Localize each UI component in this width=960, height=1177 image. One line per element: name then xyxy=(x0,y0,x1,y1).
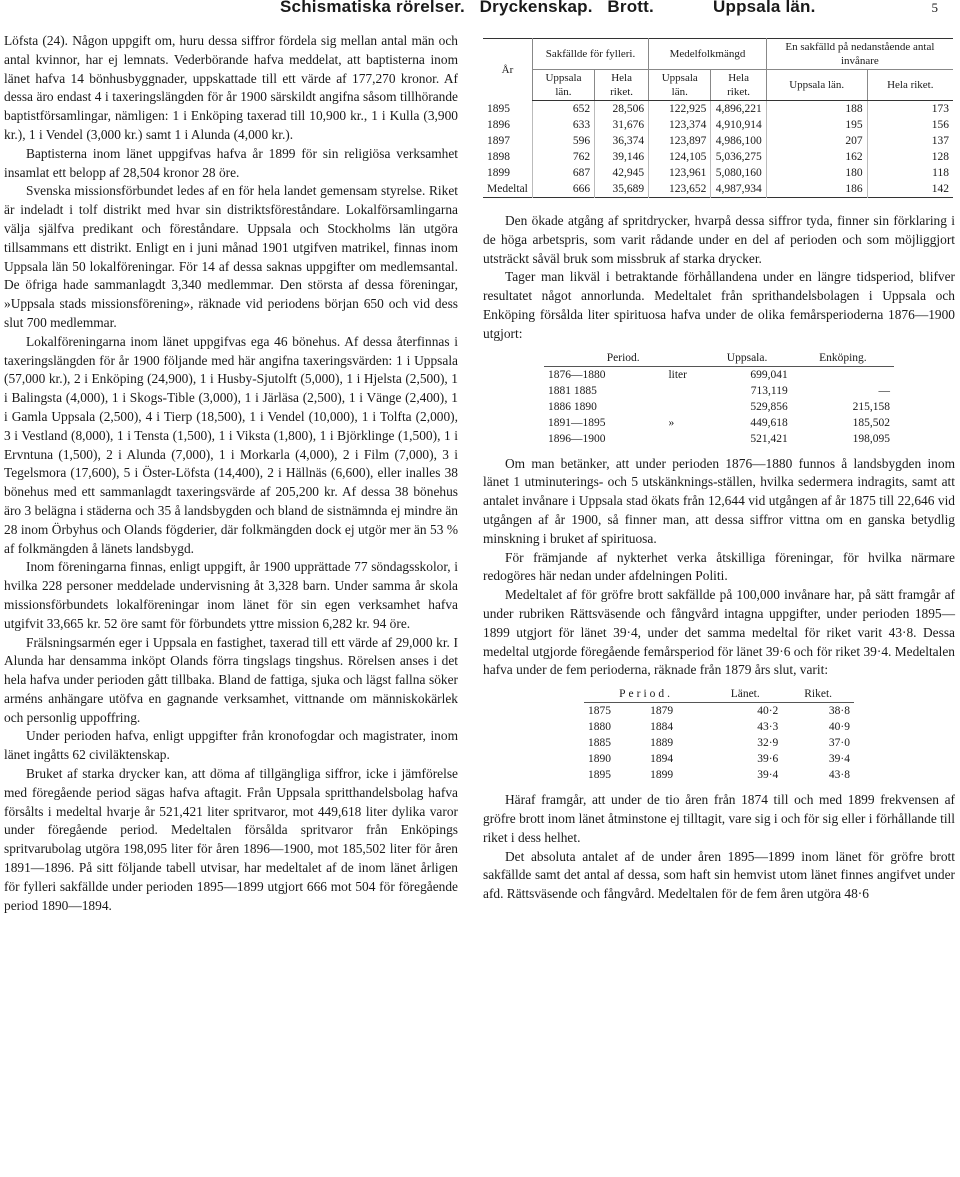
left-column xyxy=(4,32,458,915)
table-cell: 123,652 xyxy=(649,181,711,198)
paragraph: Det absoluta antalet af de under åren 1895—1899 inom länet för gröfre brott sakfällde samt det antal af dessa, som haft sin hemvist utom länet finnes angifvet under afd. Rättsväsende och fångvård. Medeltalen för de fem åren utgöra 48·6 xyxy=(483,848,955,902)
table-cell: 162 xyxy=(766,149,867,165)
table-row xyxy=(544,399,894,415)
table-cell: 36,374 xyxy=(595,133,649,149)
table-cell: 124,105 xyxy=(649,149,711,165)
table-cell: 123,374 xyxy=(649,117,711,133)
table-cell: 687 xyxy=(532,165,594,181)
table-cell: 180 xyxy=(766,165,867,181)
col-header-enkoping: Enköping. xyxy=(792,350,894,367)
table-cell: 195 xyxy=(766,117,867,133)
table-cell: 188 xyxy=(766,101,867,118)
table-cell: 156 xyxy=(867,117,953,133)
table-row xyxy=(584,751,854,767)
sub-header: Hela riket. xyxy=(867,70,953,101)
table-cell: 40·9 xyxy=(828,721,850,734)
paragraph: Om man betänker, att under perioden 1876—1880 funnos å landsbygden inom länet 1 utminuterings- och 5 utskänknings-ställen, hvilka sedermera indragits, samt att antalet invånare i Uppsala stad ökats från 12,644 vid utgången af år 1875 till 22,646 vid utgången af år 1900, så finner man, att dessa siffror vittna om en ganska betydlig minskning i bruket af spirituosa. xyxy=(483,455,955,546)
row-unit: liter xyxy=(668,368,687,381)
table-cell: 43·3 xyxy=(757,721,779,734)
table-cell: 207 xyxy=(766,133,867,149)
table-row xyxy=(584,735,854,751)
table-cell: 137 xyxy=(867,133,953,149)
paragraph: Bruket af starka drycker kan, att döma af tillgängliga siffror, icke i jämförelse med föregående period sägas hafva aftagit. Från Uppsala spritthandelsbolag hafva försålts i medeltal hvarje år 521,421 liter spritvaror, mot 449,618 liter dylika varor under föregående period. Medeltalen försålda spritvaror från Enköpings spritvarubolag utgöra 198,095 liter för åren 1896—1900, mot 185,502 liter för åren 1891—1896. På sitt följande tabell utvisar, har medeltalet af de inom länet årligen för fylleri sakfällde under perioden 1895—1899 utgjort 666 mot 504 för föregående period 1890—1894. xyxy=(4,766,458,913)
row-to: 1879 xyxy=(650,705,674,718)
table-row xyxy=(544,415,894,431)
table-row xyxy=(483,181,953,198)
table-cell: 4,896,221 xyxy=(711,101,766,118)
row-from: 1890 xyxy=(588,753,611,766)
paragraph: För främjande af nykterhet verka åtskilliga föreningar, för hvilka närmare redogöres här nedan under afdelningen Politi. xyxy=(483,549,955,584)
table-row xyxy=(584,703,854,720)
table-row xyxy=(483,165,953,181)
table-cell: 28,506 xyxy=(595,101,649,118)
table-cell: 449,618 xyxy=(750,416,788,429)
row-period: 1896—1900 xyxy=(548,432,606,445)
table-row xyxy=(584,719,854,735)
col-header-year: År xyxy=(501,63,514,76)
paragraph: Tager man likväl i betraktande förhållandena under en längre tidsperiod, blifver resultatet något annorlunda. Medeltalet från sprithandelsbolagen i Uppsala och Enköping försålda liter spirituosa hafva under de olika femårsperioderna 1876—1900 utgjort: xyxy=(483,269,955,341)
row-period: 1881 1885 xyxy=(548,384,597,397)
paragraph: Frälsningsarmén eger i Uppsala en fastighet, taxerad till ett värde af 29,000 kr. I Alunda har densamma inköpt Olands förra tingslags tingshus. Rörelsen anses i det hela hafva under perioden gått tillbaka. Bland de fattiga, sjuka och lägst fallna söker arméns anhängare utöfva en gagnande verksamhet, vittnande om människokärlek och personlig uppoffring. xyxy=(4,634,458,725)
col-header-period: Period. xyxy=(544,350,702,367)
table-cell: 762 xyxy=(532,149,594,165)
row-period: 1891—1895 xyxy=(548,416,606,429)
table-row xyxy=(544,366,894,383)
paragraph: Den ökade atgång af spritdrycker, hvarpå dessa siffror tyda, finner sin förklaring i de höga arbetspris, som varit rådande under en del af perioden och som möjliggjort utsträckt såväl bruk som missbruk af starka drycker. xyxy=(483,213,955,266)
spirits-sales-table xyxy=(544,350,894,447)
table-row xyxy=(483,101,953,118)
page-header xyxy=(0,0,960,28)
col-header-uppsala: Uppsala. xyxy=(702,350,791,367)
drunkenness-table xyxy=(483,38,953,198)
table-cell: 38·8 xyxy=(828,705,850,718)
row-from: 1875 xyxy=(588,705,611,718)
table-cell: 118 xyxy=(867,165,953,181)
table-cell: 39,146 xyxy=(595,149,649,165)
col-header-period: Period. xyxy=(584,686,708,703)
paragraph: Inom föreningarna finnas, enligt uppgift, år 1900 upprättade 77 söndagsskolor, i hvilka 228 personer meddelade undervisning åt 3,328 barn. Under samma år skola missionsförbundets lokalföreningar inom länet för sin egen verksamhet hafva utgifvit 33,665 kr. 52 öre samt för förbundets yttre mission 6,282 kr. 94 öre. xyxy=(4,559,458,631)
table-cell: 186 xyxy=(766,181,867,198)
row-year: Medeltal xyxy=(487,183,528,195)
table-row xyxy=(483,149,953,165)
row-year: 1897 xyxy=(487,135,510,147)
sub-header: Hela riket. xyxy=(711,70,766,101)
table-cell: 699,041 xyxy=(750,368,788,381)
paragraph: Baptisterna inom länet uppgifvas hafva år 1899 för sin religiösa verksamhet insamlat ett belopp af 28,504 kronor 28 öre. xyxy=(4,145,458,180)
table-cell: 39·6 xyxy=(757,753,779,766)
row-from: 1885 xyxy=(588,737,611,750)
table-cell: 596 xyxy=(532,133,594,149)
col-header-ratio: En sakfälld på nedanstående antal invånare xyxy=(766,39,953,70)
col-header-sakfallde: Sakfällde för fylleri. xyxy=(532,39,648,70)
col-header-lanet: Länet. xyxy=(708,686,782,703)
row-to: 1894 xyxy=(650,753,674,766)
table-cell: 39·4 xyxy=(757,769,779,782)
table-cell: 666 xyxy=(532,181,594,198)
row-to: 1889 xyxy=(650,737,674,750)
row-unit xyxy=(664,399,702,415)
table-row xyxy=(483,117,953,133)
table-cell: 521,421 xyxy=(750,432,788,445)
row-unit xyxy=(664,383,702,399)
table-cell: 4,910,914 xyxy=(711,117,766,133)
paragraph: Lokalföreningarna inom länet uppgifvas ega 46 bönehus. Af dessa återfinnas i taxeringslängden för år 1900 följande med här angifna taxeringsvärden: 1 i Uppsala (57,000 kr.), 2 i Enköping (24,900), 1 i Husby-Sjutolft (5,000), 1 i Hjelsta (2,500), 1 i Balingsta (4,000), 1 i Skogs-Tible (3,000), 1 i Järläsa (2,500), 1 i Vänge (2,400), 1 i Gamla Uppsala (2,500), 4 i Tierp (18,500), 1 i Vendel (10,000), 1 i Tolfta (2,000), 3 i Vestland (8,000), 1 i Tensta (1,500), 1 i Viksta (1,800), 1 i Björklinge (1,500), 1 i Ervntuna (1,500), 2 i Alunda (7,000), 1 i Morkarla (4,000), 2 i Film (7,000), 3 i Tegelsmora (17,600), 5 i Öster-Löfsta (14,400), 2 i Hällnäs (6,600), eller inalles 38 bönehus med ett sammanlagdt taxeringsvärde af 205,200 kr. Af dessa 38 bönehus äro 3 belägna i städerna och 35 å landsbygden och bland de sistnämnda ej mindre än 28 inom Örbyhus och Olands fögderier, där folkmängden dock ej utgör mer än 53 % af folkmängden å länets landsbygd. xyxy=(4,333,458,556)
running-title: Schismatiska rörelser. Dryckenskap. Brott. Uppsala län. xyxy=(280,0,816,16)
paragraph: Under perioden hafva, enligt uppgifter från kronofogdar och magistrater, inom länet ingåtts 62 civiläktenskap. xyxy=(4,728,458,763)
table-cell: 142 xyxy=(867,181,953,198)
table-cell: 39·4 xyxy=(828,753,850,766)
table-cell: 37·0 xyxy=(828,737,850,750)
table-cell: 40·2 xyxy=(757,705,779,718)
row-year: 1895 xyxy=(487,102,510,115)
crime-rate-table xyxy=(584,686,854,783)
table-cell: 173 xyxy=(867,101,953,118)
paragraph: Medeltalet af för gröfre brott sakfällde på 100,000 invånare har, på sätt framgår af under rubriken Rättsväsende och fångvård intagna uppgifter, under perioden 1895—1899 utgjort för länet 39·4, under det samma medeltal för riket varit 43·8. Dessa medeltal utgjorde föregående femårsperiod för länet 39·6 och för riket 39·4. Medeltalen hafva under de fem perioderna, räknade från 1879 års slut, varit: xyxy=(483,587,955,678)
table-cell: 128 xyxy=(867,149,953,165)
table-cell: 5,036,275 xyxy=(711,149,766,165)
row-from: 1880 xyxy=(588,721,611,734)
page-number: 5 xyxy=(931,0,938,15)
table-cell: 43·8 xyxy=(828,769,850,782)
table-cell: 122,925 xyxy=(649,101,711,118)
table-cell: 123,961 xyxy=(649,165,711,181)
table-cell: 713,119 xyxy=(750,384,788,397)
row-period: 1876—1880 xyxy=(548,368,606,381)
row-to: 1884 xyxy=(650,721,674,734)
table-cell: 4,987,934 xyxy=(711,181,766,198)
table-cell: 215,158 xyxy=(852,400,890,413)
table-row xyxy=(544,431,894,447)
sub-header: Uppsala län. xyxy=(766,70,867,101)
table-cell: 32·9 xyxy=(757,737,779,750)
col-header-medelfolkmangd: Medelfolkmängd xyxy=(649,39,767,70)
table-cell: 198,095 xyxy=(852,432,890,445)
row-unit xyxy=(664,431,702,447)
table-cell: 35,689 xyxy=(595,181,649,198)
table-cell: 185,502 xyxy=(852,416,890,429)
row-unit: » xyxy=(668,416,675,429)
table-row xyxy=(584,767,854,783)
table-cell: 5,080,160 xyxy=(711,165,766,181)
paragraph: Löfsta (24). Någon uppgift om, huru dessa siffror fördela sig mellan antal män och antal kvinnor, har ej lemnats. Vederbörande hafva meddelat, att baptisterna inom länet hafva 14 bönhusbyggnader, uppskattade till ett värde af 177,270 kronor. Af dessa äro endast 4 i taxeringslängden för år 1900 särskildt angifna såsom tillhörande baptistförsamlingar, nämligen: 1 i Enköping taxerad till 10,900 kr., 1 i Kulla (3,900 kr.), 1 i Vendel (3,000 kr.) samt 1 i Alunda (4,000 kr.). xyxy=(4,33,458,142)
sub-header: Uppsala län. xyxy=(649,70,711,101)
paragraph: Häraf framgår, att under de tio åren från 1874 till och med 1899 frekvensen af gröfre brott inom länet åtminstone ej tilltagit, vare sig i och för sig eller i förhållande till riket i dess helhet. xyxy=(483,792,955,845)
table-cell: 652 xyxy=(532,101,594,118)
row-year: 1899 xyxy=(487,167,510,179)
row-to: 1899 xyxy=(650,769,674,782)
table-cell: — xyxy=(878,384,890,397)
table-cell: 529,856 xyxy=(750,400,788,413)
right-column xyxy=(483,32,955,904)
table-row xyxy=(544,383,894,399)
paragraph: Svenska missionsförbundet ledes af en för hela landet gemensam styrelse. Riket är indeladt i tolf distrikt med hvar sin distriktsföreståndare. Lokalförsamlingarna välja själfva predikant och föreståndare. Uppsala och Stockholms län utgöra tillsammans ett distrikt. Enligt en i juni månad 1901 utgifven matrikel, finnas inom Uppsala län 50 lokalföreningar. För 14 af dessa saknas uppgifter om medlemsantal. De öfriga hade sammanlagdt 3,340 medlemmar. Den största af dessa föreningar, »Uppsala stads missionsförening», räknade vid periodens början 650 och vid dess slut 700 medlemmar. xyxy=(4,183,458,330)
row-year: 1898 xyxy=(487,151,510,163)
sub-header: Hela riket. xyxy=(595,70,649,101)
table-row xyxy=(483,133,953,149)
row-from: 1895 xyxy=(588,769,611,782)
row-year: 1896 xyxy=(487,119,510,131)
row-period: 1886 1890 xyxy=(548,400,597,413)
table-cell xyxy=(792,366,894,383)
table-cell: 42,945 xyxy=(595,165,649,181)
table-cell: 4,986,100 xyxy=(711,133,766,149)
table-cell: 123,897 xyxy=(649,133,711,149)
table-cell: 633 xyxy=(532,117,594,133)
table-cell: 31,676 xyxy=(595,117,649,133)
col-header-riket: Riket. xyxy=(782,686,854,703)
sub-header: Uppsala län. xyxy=(532,70,594,101)
